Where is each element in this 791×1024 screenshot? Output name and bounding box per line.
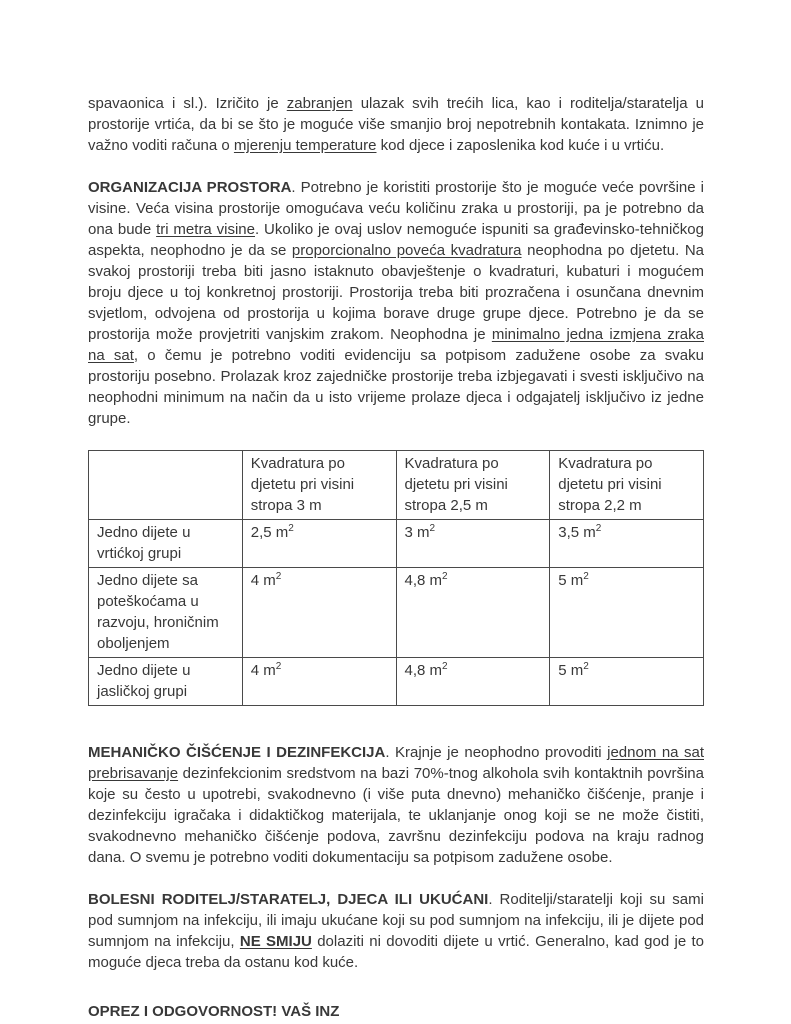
text-run: . Ukoliko je ovaj uslov nemoguće ispuniti sa građevinsko-tehničkog aspekta, neophodno je da se [88, 221, 704, 259]
squared-superscript: 2 [288, 523, 294, 534]
table-corner-cell [89, 451, 243, 520]
text-run: NE SMIJU [239, 933, 312, 950]
oprez-odgovornost-line [88, 1001, 704, 1022]
table-row-label: Jedno dijete u jasličkoj grupi [89, 658, 243, 706]
text-run: MEHANIČKO ČIŠĆENJE I DEZINFEKCIJA [88, 744, 386, 761]
text-run: . Krajnje je neophodno provoditi [385, 744, 608, 761]
text-run: zabranjen [286, 95, 353, 112]
table-value-cell: 5 $m^2$ [550, 658, 704, 706]
text-run: . Potrebno je koristiti prostorije što je moguće veće površine i visine. Veća visina prostorije omogućava veću količinu zraka u prostoriji, pa je potrebno da ona bude [88, 179, 704, 238]
table-header-row [89, 451, 704, 520]
squared-superscript: 2 [595, 523, 602, 534]
table-row-label: Jedno dijete u vrtićkoj grupi [89, 520, 243, 568]
table-value-cell: 4,8 $m^2$ [396, 568, 550, 658]
text-run: neophodna po djetetu. Na svakoj prostoriji treba biti jasno istaknuto obavještenje o kvadraturi, kubaturi i mogućem broju djece u toj konkretnoj prostoriji. Prostorija treba biti prozračena i osunčana dnevnim svjetlom, odvojena od prostorija u kojima borave druge grupe djece. Potrebno je da se prostorija može provjetriti vanjskim zrakom. Neophodna je [88, 242, 704, 343]
table-value-cell: 2,5 $m^2$ [242, 520, 396, 568]
text-run: dezinfekcionim sredstvom na bazi 70%-tnog alkohola svih kontaktnih površina koje su često u upotrebi, svakodnevno (i više puta dnevno) mehaničko čišćenje, pranje i dezinfekciju igračaka i didaktičkog materijala, te uklanjanje onog koji se ne može čistiti, svakodnevno mehaničko čišćenje podova, završnu dezinfekciju podova na kraju radnog dana. O svemu je potrebno voditi dokumentaciju sa potpisom zadužene osobe. [88, 765, 704, 866]
table-value-cell: 3 $m^2$ [396, 520, 550, 568]
mehanicko-ciscenje-paragraph [88, 742, 704, 868]
squared-superscript: 2 [442, 571, 448, 582]
text-run: , o čemu je potrebno voditi evidenciju sa potpisom zadužene osobe za svaku prostoriju posebno. Prolazak kroz zajedničke prostorije treba izbjegavati i svesti isključivo na neophodni minimum na način da u isto vrijeme prolaze djeca i odgajatelj isključivo iz jedne grupe. [88, 347, 704, 427]
text-run: proporcionalno poveća kvadratura [291, 242, 522, 259]
kvadratura-table [88, 450, 704, 706]
squared-superscript: 2 [442, 661, 448, 672]
text-run: ORGANIZACIJA PROSTORA [88, 179, 292, 196]
table-row [89, 658, 704, 706]
table-body [89, 520, 704, 706]
table-row-label: Jedno dijete sa poteškoćama u razvoju, hroničnim oboljenjem [89, 568, 243, 658]
table-row [89, 520, 704, 568]
intro-paragraph [88, 93, 704, 156]
squared-superscript: 2 [429, 523, 436, 534]
text-run: kod djece i zaposlenika kod kuće i u vrtiću. [376, 137, 665, 154]
table-value-cell: 4 $m^2$ [242, 658, 396, 706]
squared-superscript: 2 [275, 571, 282, 582]
text-run: . Roditelji/staratelji koji su sami pod sumnjom na infekciju, ili imaju ukućane koji su pod sumnjom na infekciju, ili je dijete pod sumnjom na infekciju, [88, 891, 704, 950]
bolesni-roditelj-paragraph [88, 889, 704, 973]
text-run: ulazak svih trećih lica, kao i roditelja/staratelja u prostorije vrtića, da bi se što je moguće više smanjio broj nepotrebnih kontakata. Iznimno je važno voditi računa o [88, 95, 705, 154]
table-header-cell: Kvadratura po djetetu pri visini stropa 2,2 m [550, 451, 704, 520]
squared-superscript: 2 [583, 661, 589, 672]
text-run: OPREZ I ODGOVORNOST! VAŠ INZ [88, 1003, 340, 1020]
table-value-cell: 3,5 $m^2$ [550, 520, 704, 568]
table-header-cell: Kvadratura po djetetu pri visini stropa 2,5 m [396, 451, 550, 520]
table-value-cell: 5 $m^2$ [550, 568, 704, 658]
text-run: spavaonica i sl.). Izričito je [88, 95, 287, 112]
squared-superscript: 2 [583, 571, 589, 582]
table-value-cell: 4 $m^2$ [242, 568, 396, 658]
text-run: dolaziti ni dovoditi dijete u vrtić. Generalno, kad god je to moguće djeca treba da ostanu kod kuće. [88, 933, 704, 971]
text-run: tri metra visine [156, 221, 255, 238]
squared-superscript: 2 [275, 661, 282, 672]
text-run: minimalno jedna izmjena zraka na sat [88, 326, 704, 364]
table-head [89, 451, 704, 520]
table-row [89, 568, 704, 658]
table-value-cell: 4,8 $m^2$ [396, 658, 550, 706]
organizacija-prostora-paragraph [88, 177, 704, 429]
text-run: BOLESNI RODITELJ/STARATELJ, DJECA ILI UKUĆANI [88, 891, 489, 908]
table-header-cell: Kvadratura po djetetu pri visini stropa 3 m [242, 451, 396, 520]
text-run: jednom na sat prebrisavanje [88, 744, 704, 782]
text-run: mjerenju temperature [233, 137, 377, 154]
